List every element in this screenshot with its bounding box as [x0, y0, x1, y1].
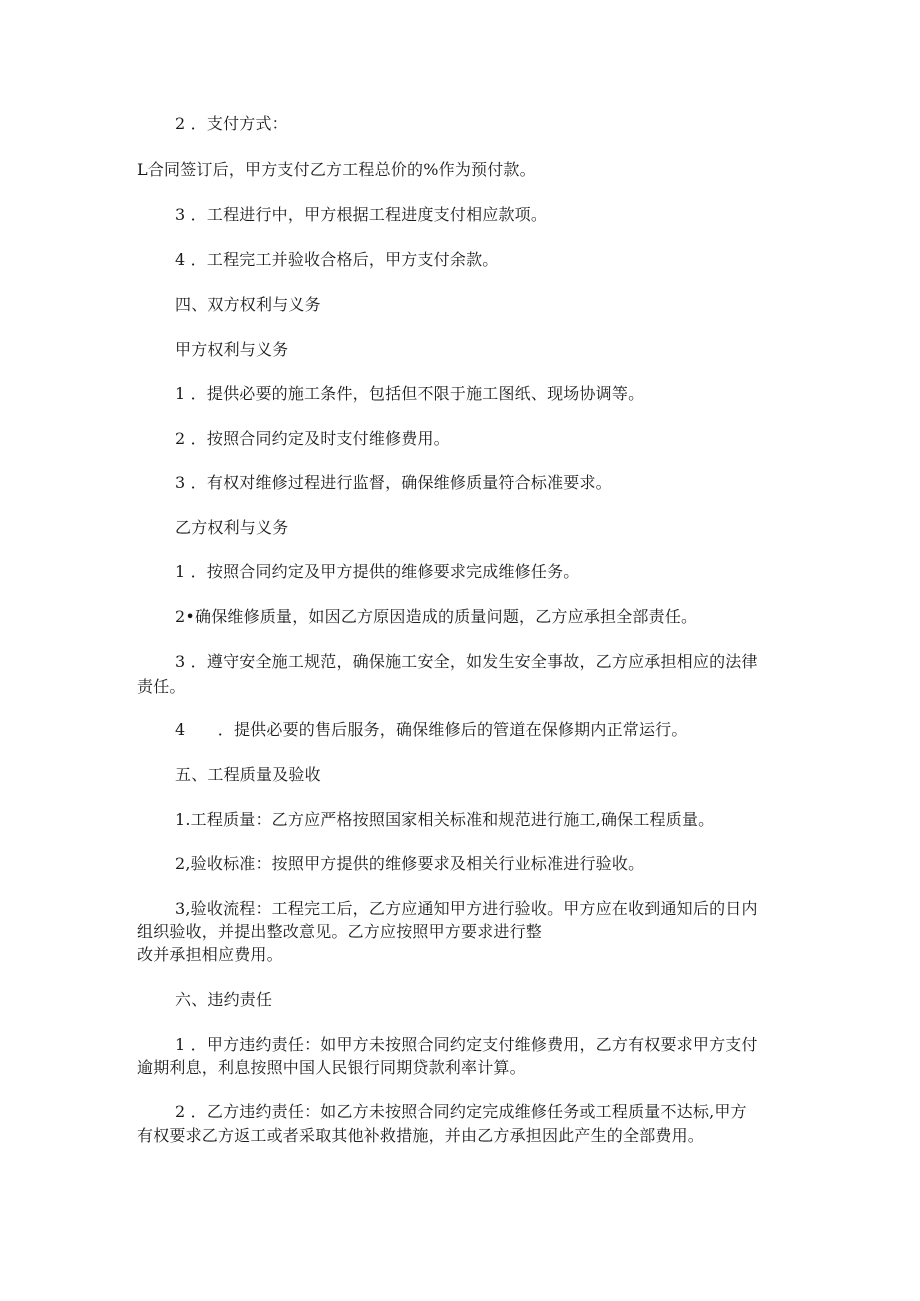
- party-b-item-2: 2•确保维修质量，如因乙方原因造成的质量问题，乙方应承担全部责任。: [175, 607, 698, 626]
- breach-item-2: 2 ．乙方违约责任：如乙方未按照合同约定完成维修任务或工程质量不达标,甲方: [175, 1102, 747, 1121]
- party-b-item-4: 4 ．提供必要的售后服务，确保维修后的管道在保修期内正常运行。: [175, 720, 688, 739]
- section-six-heading: 六、违约责任: [175, 990, 273, 1009]
- breach-item-1-cont: 逾期利息，利息按照中国人民银行同期贷款利率计算。: [137, 1058, 526, 1077]
- quality-item-3-cont-1: 组织验收，并提出整改意见。乙方应按照甲方要求进行整: [137, 922, 543, 941]
- payment-item-4: 4 ．工程完工并验收合格后，甲方支付余款。: [175, 250, 499, 269]
- party-b-item-3-cont: 责任。: [137, 677, 186, 696]
- payment-item-3: 3 ．工程进行中，甲方根据工程进度支付相应款项。: [175, 205, 548, 224]
- breach-item-1: 1 ．甲方违约责任：如甲方未按照合同约定支付维修费用，乙方有权要求甲方支付: [175, 1035, 758, 1054]
- party-b-heading: 乙方权利与义务: [175, 518, 289, 537]
- party-b-item-3: 3 ．遵守安全施工规范，确保施工安全，如发生安全事故，乙方应承担相应的法律: [175, 652, 758, 671]
- section-five-heading: 五、工程质量及验收: [175, 765, 321, 784]
- quality-item-1: 1.工程质量：乙方应严格按照国家相关标准和规范进行施工,确保工程质量。: [175, 810, 715, 829]
- quality-item-3: 3,验收流程：工程完工后，乙方应通知甲方进行验收。甲方应在收到通知后的日内: [175, 899, 758, 918]
- section-four-heading: 四、双方权利与义务: [175, 295, 321, 314]
- party-a-item-3: 3 ．有权对维修过程进行监督，确保维修质量符合标准要求。: [175, 473, 612, 492]
- quality-item-2: 2,验收标准：按照甲方提供的维修要求及相关行业标准进行验收。: [175, 854, 645, 873]
- payment-method-heading: 2 ．支付方式：: [175, 114, 288, 133]
- party-b-item-1: 1 ．按照合同约定及甲方提供的维修要求完成维修任务。: [175, 562, 580, 581]
- breach-item-2-cont: 有权要求乙方返工或者采取其他补救措施，并由乙方承担因此产生的全部费用。: [137, 1126, 705, 1145]
- party-a-item-1: 1 ．提供必要的施工条件，包括但不限于施工图纸、现场协调等。: [175, 384, 645, 403]
- party-a-item-2: 2 ．按照合同约定及时支付维修费用。: [175, 429, 450, 448]
- payment-item-1: L合同签订后，甲方支付乙方工程总价的%作为预付款。: [137, 160, 536, 179]
- party-a-heading: 甲方权利与义务: [175, 340, 289, 359]
- quality-item-3-cont-2: 改并承担相应费用。: [137, 945, 283, 964]
